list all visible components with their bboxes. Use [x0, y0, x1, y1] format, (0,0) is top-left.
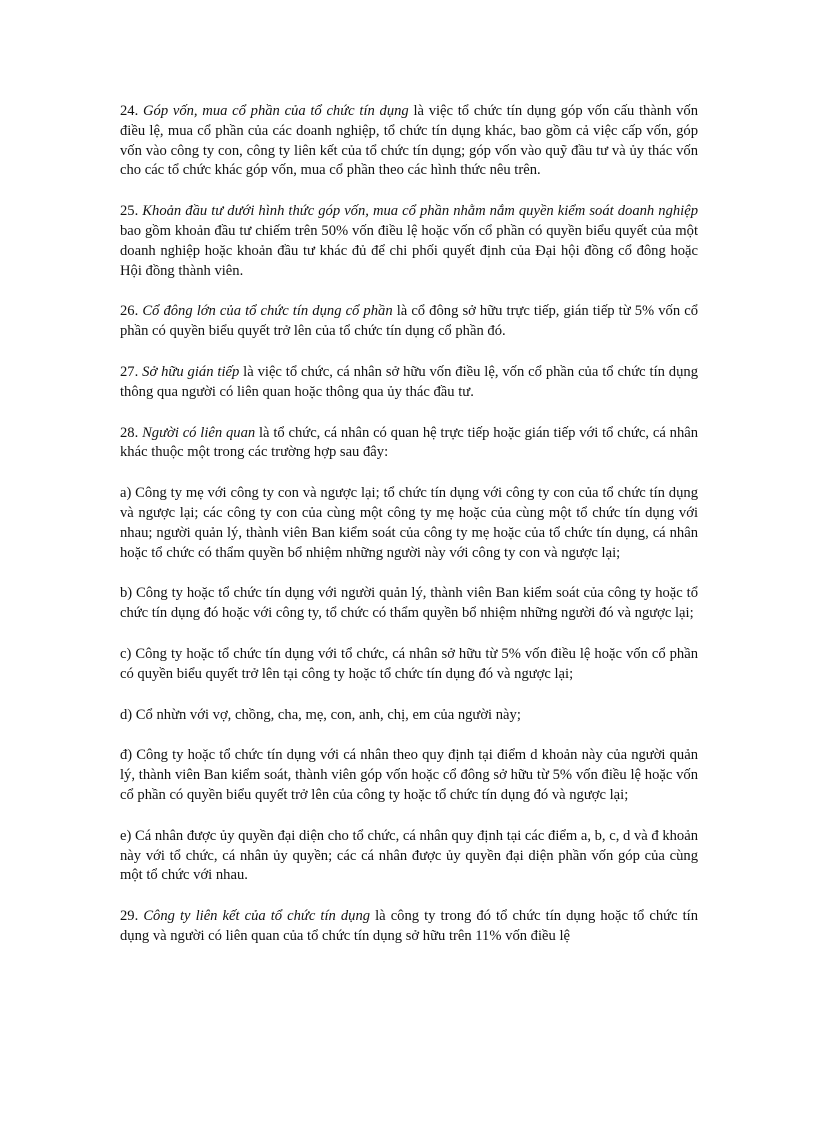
defined-term: Công ty liên kết của tổ chức tín dụng [143, 908, 371, 925]
definition-26 [120, 302, 698, 342]
item-number: 25. [120, 203, 143, 220]
defined-term: Người có liên quan [142, 424, 256, 441]
clause-e: e) Cá nhân được ủy quyền đại diện cho tổ chức, cá nhân quy định tại các điểm a, b, c, d và đ khoản này với tổ chức, cá nhân ủy quyền; các cá nhân được ủy quyền đại diện phần vốn góp của cùng một tổ chức với nhau. [120, 827, 698, 884]
definition-text: là công ty trong đó tổ chức tín dụng hoặc tổ chức tín dụng và người có liên quan của tổ chức tín dụng sở hữu trên 11% vốn điều lệ [120, 908, 699, 944]
defined-term: Khoản đầu tư dưới hình thức góp vốn, mua cổ phần nhằm nắm quyền kiểm soát doanh nghiệp [142, 203, 698, 220]
clause-dd: đ) Công ty hoặc tổ chức tín dụng với cá nhân theo quy định tại điểm d khoản này của người quản lý, thành viên Ban kiểm soát, thành viên góp vốn hoặc cổ đông sở hữu từ 5% vốn điều lệ hoặc vốn cổ phần có quyền biểu quyết trở lên của công ty hoặc tổ chức tín dụng đó và ngược lại; [120, 747, 698, 803]
definition-29 [120, 907, 698, 947]
definition-text: bao gồm khoản đầu tư chiếm trên 50% vốn điều lệ hoặc vốn cổ phần có quyền biểu quyết của một doanh nghiệp hoặc khoản đầu tư khác đủ để chi phối quyết định của Đại hội đồng cổ đông hoặc Hội đồng thành viên. [120, 222, 698, 279]
definition-28 [120, 424, 698, 464]
item-number: 24. [120, 103, 143, 119]
definition-25 [120, 202, 698, 281]
item-number: 29. [120, 908, 144, 925]
definition-text: là việc tổ chức, cá nhân sở hữu vốn điều lệ, vốn cổ phần của tổ chức tín dụng thông qua người có liên quan hoặc thông qua ủy thác đầu tư. [120, 363, 698, 400]
item-number: 27. [120, 363, 143, 380]
definition-text: là việc tổ chức tín dụng góp vốn cấu thành vốn điều lệ, mua cổ phần của các doanh nghiệp, tổ chức tín dụng khác, bao gồm cả việc cấp vốn, góp vốn vào công ty con, công ty liên kết của tổ chức tín dụng; góp vốn vào quỹ đầu tư và ủy thác vốn cho các tổ chức khác góp vốn, mua cổ phần theo các hình thức nêu trên. [120, 103, 699, 179]
definition-24 [120, 102, 698, 181]
defined-term: Cổ đông lớn của tổ chức tín dụng cổ phần [142, 303, 393, 320]
definition-27 [120, 363, 698, 403]
defined-term: Góp vốn, mua cổ phần của tổ chức tín dụng [142, 103, 409, 119]
definition-text: là tổ chức, cá nhân có quan hệ trực tiếp hoặc gián tiếp với tổ chức, cá nhân khác thuộc một trong các trường hợp sau đây: [120, 424, 699, 461]
item-number: 28. [120, 424, 143, 441]
item-number: 26. [120, 303, 143, 320]
clause-c: c) Công ty hoặc tổ chức tín dụng với tổ chức, cá nhân sở hữu từ 5% vốn điều lệ hoặc vốn cổ phần có quyền biểu quyết trở lên tại công ty hoặc tổ chức tín dụng đó và ngược lại; [120, 645, 698, 682]
clause-d: d) Cổ nhừn với vợ, chồng, cha, mẹ, con, anh, chị, em của người này; [120, 706, 521, 723]
clause-b: b) Công ty hoặc tổ chức tín dụng với người quản lý, thành viên Ban kiểm soát của công ty hoặc tổ chức tín dụng đó hoặc với công ty, tổ chức có thẩm quyền bổ nhiệm những người đó và ngược lại; [120, 585, 698, 622]
definition-text: là cổ đông sở hữu trực tiếp, gián tiếp từ 5% vốn cổ phần có quyền biểu quyết trở lên của tổ chức tín dụng cổ phần đó. [120, 303, 699, 340]
clause-a: a) Công ty mẹ với công ty con và ngược lại; tổ chức tín dụng với công ty con của tổ chức tín dụng và ngược lại; các công ty con của cùng một công ty mẹ hoặc của cùng một tổ chức tín dụng với nhau; người quản lý, thành viên Ban kiểm soát của công ty mẹ hoặc của tổ chức tín dụng, cá nhân hoặc tổ chức có thẩm quyền bổ nhiệm những người này với công ty con và ngược lại; [120, 485, 698, 561]
defined-term: Sở hữu gián tiếp [142, 363, 240, 380]
